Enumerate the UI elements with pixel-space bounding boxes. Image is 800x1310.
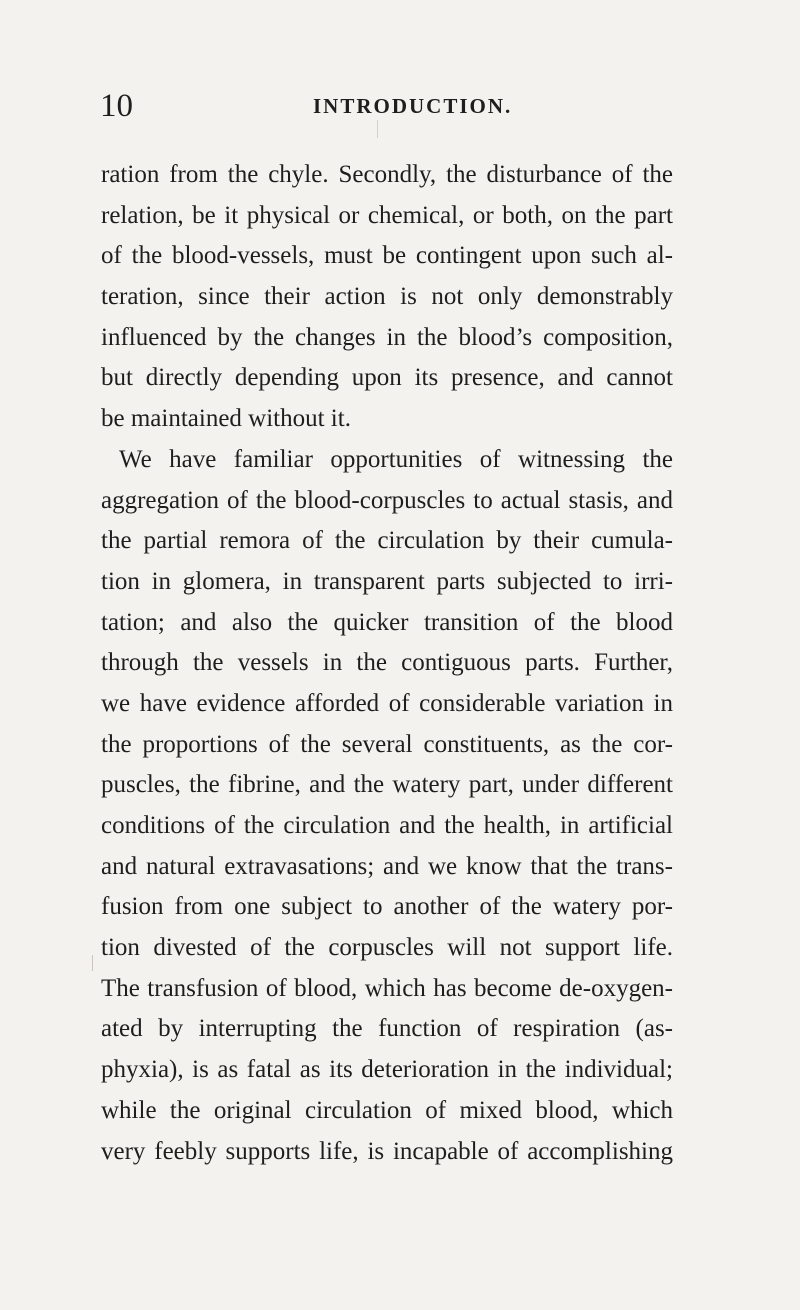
paragraph-first-line: We have familiar opportunities of witnessing the xyxy=(119,445,673,473)
text-line: through the vessels in the contiguous parts. Further, xyxy=(101,649,673,677)
text-line: influenced by the changes in the blood’s composition, xyxy=(101,323,673,351)
text-line: aggregation of the blood-corpuscles to actual stasis, and xyxy=(101,486,673,514)
text-line: very feebly supports life, is incapable of accomplishing xyxy=(101,1137,673,1165)
text-line: tion in glomera, in transparent parts subjected to irri- xyxy=(101,567,673,595)
text-line: we have evidence afforded of considerable variation in xyxy=(101,689,673,717)
text-line: phyxia), is as fatal as its deterioration in the individual; xyxy=(101,1056,673,1084)
text-line: be maintained without it. xyxy=(101,405,351,433)
page-number: 10 xyxy=(100,88,133,124)
text-line: fusion from one subject to another of the watery por- xyxy=(101,893,673,921)
paper-mark xyxy=(92,955,93,971)
text-line: The transfusion of blood, which has become de-oxygen- xyxy=(101,974,673,1002)
text-line: conditions of the circulation and the health, in artificial xyxy=(101,812,673,839)
text-line: but directly depending upon its presence, and cannot xyxy=(101,364,673,392)
text-line: and natural extravasations; and we know that the trans- xyxy=(101,852,673,880)
text-line: the proportions of the several constituents, as the cor- xyxy=(101,730,673,758)
text-line: relation, be it physical or chemical, or both, on the part xyxy=(101,201,673,229)
text-line: ration from the chyle. Secondly, the disturbance of the xyxy=(101,161,673,188)
running-head xyxy=(100,86,660,126)
running-title: INTRODUCTION. xyxy=(313,94,513,118)
text-line: the partial remora of the circulation by their cumula- xyxy=(101,527,673,555)
body-text xyxy=(101,155,673,1172)
text-line: ated by interrupting the function of respiration (as- xyxy=(101,1015,673,1043)
text-line: teration, since their action is not only demonstrably xyxy=(101,283,673,311)
text-line: of the blood-vessels, must be contingent upon such al- xyxy=(101,242,673,270)
text-line: puscles, the fibrine, and the watery part, under different xyxy=(101,771,673,799)
text-line: tation; and also the quicker transition of the blood xyxy=(101,608,673,636)
text-line: while the original circulation of mixed blood, which xyxy=(101,1096,673,1124)
text-line: tion divested of the corpuscles will not support life. xyxy=(101,934,673,962)
